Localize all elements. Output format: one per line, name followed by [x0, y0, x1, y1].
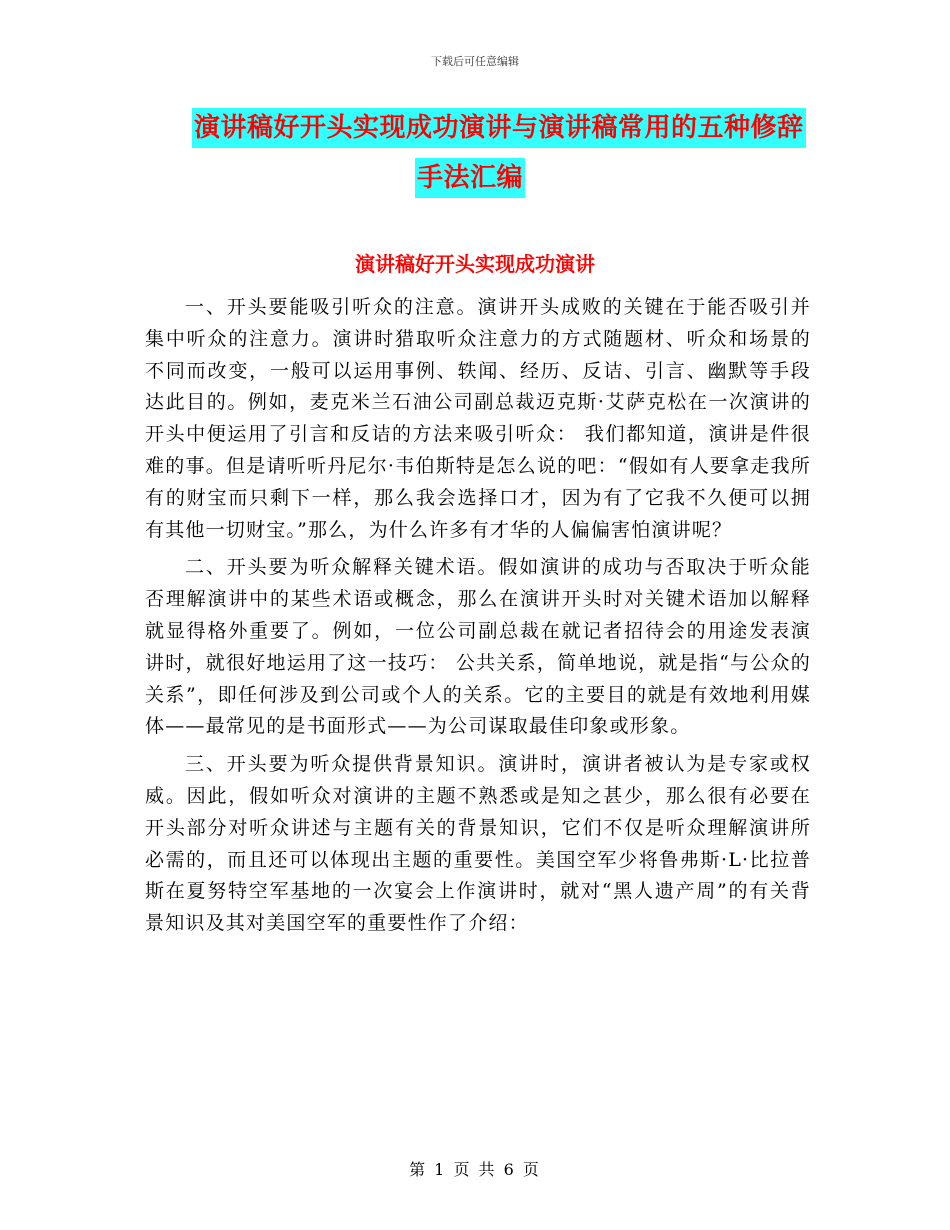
paragraph-2: 二、开头要为听众解释关键术语。假如演讲的成功与否取决于听众能否理解演讲中的某些术语或概念，那么在演讲开头时对关键术语加以解释就显得格外重要了。例如，一位公司副总裁在就记者招待会的用途发表演讲时，就很好地运用了这一技巧： 公共关系，简单地说，就是指“与公众的关系”，即任何涉及到公司或个人的关系。它的主要目的就是有效地利用媒体——最常见的是书面形式——为公司谋取最佳印象或形象。 — [145, 556, 811, 738]
document-title-line-2: 手法汇编 — [415, 158, 525, 198]
page-header-note: 下载后可任意编辑 — [431, 55, 519, 68]
document-title-line-1: 演讲稿好开头实现成功演讲与演讲稿常用的五种修辞 — [192, 108, 806, 148]
document-body — [145, 292, 811, 946]
paragraph-1: 一、开头要能吸引听众的注意。演讲开头成败的关键在于能否吸引并集中听众的注意力。演讲时猎取听众注意力的方式随题材、听众和场景的不同而改变，一般可以运用事例、轶闻、经历、反诘、引言、幽默等手段达此目的。例如，麦克米兰石油公司副总裁迈克斯·艾萨克松在一次演讲的开头中便运用了引言和反诘的方法来吸引听众： 我们都知道，演讲是件很难的事。但是请听听丹尼尔·韦伯斯特是怎么说的吧：“假如有人要拿走我所有的财宝而只剩下一样，那么我会选择口才，因为有了它我不久便可以拥有其他一切财宝。”那么，为什么许多有才华的人偏偏害怕演讲呢？ — [145, 296, 811, 541]
paragraph-3: 三、开头要为听众提供背景知识。演讲时，演讲者被认为是专家或权威。因此，假如听众对演讲的主题不熟悉或是知之甚少，那么很有必要在开头部分对听众讲述与主题有关的背景知识，它们不仅是听众理解演讲所必需的，而且还可以体现出主题的重要性。美国空军少将鲁弗斯·L·比拉普斯在夏努特空军基地的一次宴会上作演讲时，就对“黑人遗产周”的有关背景知识及其对美国空军的重要性作了介绍： — [145, 753, 811, 935]
section-title: 演讲稿好开头实现成功演讲 — [355, 252, 595, 276]
page-footer: 第 1 页 共 6 页 — [409, 1160, 541, 1179]
